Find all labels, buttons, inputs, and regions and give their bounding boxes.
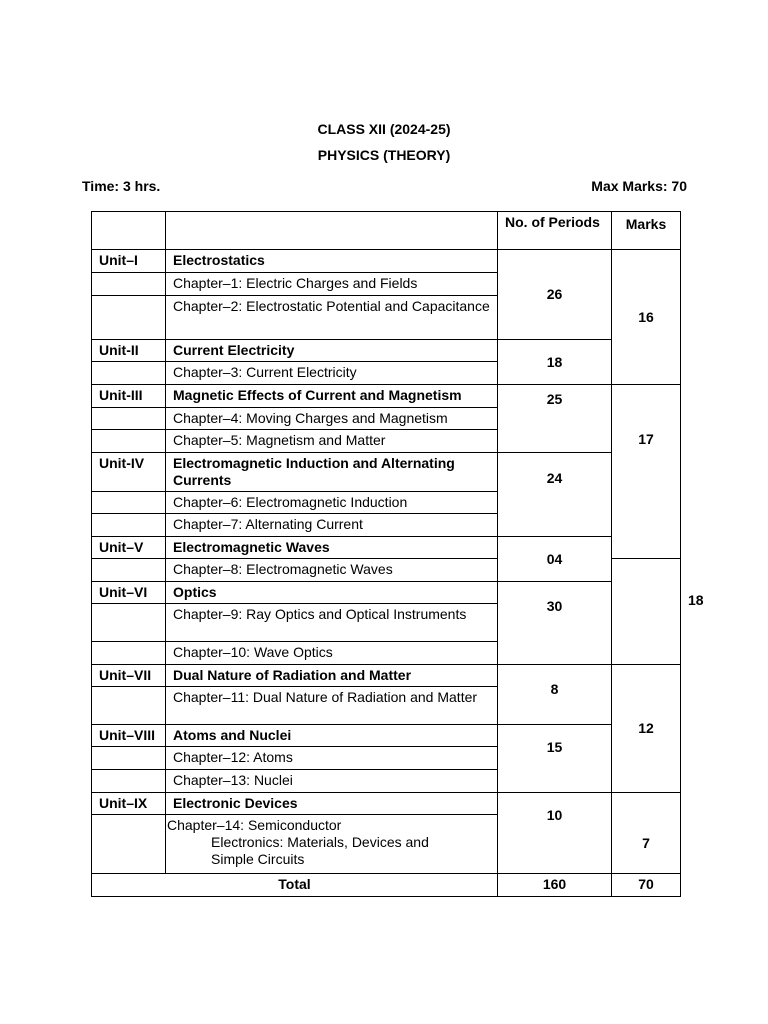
- total-row: [92, 874, 681, 897]
- unit-title: Current Electricity: [166, 340, 498, 362]
- chapter-cell: [166, 815, 498, 874]
- unit-label: Unit-III: [92, 385, 166, 408]
- unit-cell-empty: [92, 687, 166, 725]
- table-row: [92, 725, 681, 747]
- header-cell-empty: [166, 212, 498, 250]
- syllabus-table: [91, 211, 704, 897]
- periods-cell: 25: [498, 385, 612, 453]
- unit-label: Unit-II: [92, 340, 166, 362]
- unit-cell-empty: [92, 604, 166, 642]
- periods-cell: 8: [498, 665, 612, 725]
- unit-cell-empty: [92, 815, 166, 874]
- chapter-cell: Chapter–3: Current Electricity: [166, 362, 498, 385]
- subject-heading: PHYSICS (THEORY): [317, 147, 451, 163]
- chapter-line: Simple Circuits: [211, 851, 305, 867]
- table-row: [92, 665, 681, 687]
- periods-cell: 30: [498, 582, 612, 665]
- unit-label: Unit–VIII: [92, 725, 166, 747]
- chapter-cell: Chapter–6: Electromagnetic Induction: [166, 492, 498, 514]
- table-row: [92, 793, 681, 815]
- max-marks-label: Max Marks: 70: [591, 178, 687, 194]
- chapter-cell: Chapter–1: Electric Charges and Fields: [166, 273, 498, 296]
- unit-title: Electronic Devices: [166, 793, 498, 815]
- chapter-cell: Chapter–2: Electrostatic Potential and Capacitance: [166, 296, 498, 340]
- marks-cell: 16: [612, 250, 681, 385]
- periods-cell: 24: [498, 453, 612, 537]
- unit-cell-empty: [92, 430, 166, 453]
- unit-title: Dual Nature of Radiation and Matter: [166, 665, 498, 687]
- marks-cell: 17: [612, 385, 681, 559]
- table-row: Unit–V Electromagnetic Waves 04 18: [92, 537, 681, 559]
- table-row: [92, 385, 681, 408]
- periods-cell: 10: [498, 793, 612, 874]
- unit-cell-empty: [92, 362, 166, 385]
- chapter-cell: Chapter–11: Dual Nature of Radiation and Matter: [166, 687, 498, 725]
- unit-cell-empty: [92, 408, 166, 430]
- periods-cell: 26: [498, 250, 612, 340]
- header-marks: Marks: [612, 212, 681, 250]
- unit-label: Unit–VII: [92, 665, 166, 687]
- unit-label: Unit-IV: [92, 453, 166, 492]
- unit-label: Unit–VI: [92, 582, 166, 604]
- table-row: [92, 340, 681, 362]
- unit-cell-empty: [92, 642, 166, 665]
- chapter-cell: Chapter–8: Electromagnetic Waves: [166, 559, 498, 582]
- unit-label: Unit–IX: [92, 793, 166, 815]
- chapter-line: Chapter–14: Semiconductor: [167, 817, 342, 833]
- table-row: [92, 250, 681, 273]
- header-periods: No. of Periods: [498, 212, 612, 250]
- chapter-cell: Chapter–7: Alternating Current: [166, 514, 498, 537]
- total-periods: 160: [498, 874, 612, 897]
- unit-cell-empty: [92, 514, 166, 537]
- periods-cell: 15: [498, 725, 612, 793]
- unit-title: Electromagnetic Induction and Alternating Currents: [166, 453, 498, 492]
- total-marks: 70: [612, 874, 681, 897]
- chapter-cell: Chapter–10: Wave Optics: [166, 642, 498, 665]
- unit-cell-empty: [92, 770, 166, 793]
- marks-cell: 12: [612, 665, 681, 793]
- table-header-row: [92, 212, 681, 250]
- total-label: Total: [92, 874, 498, 897]
- header-cell-empty: [92, 212, 166, 250]
- unit-label: Unit–I: [92, 250, 166, 273]
- chapter-cell: Chapter–4: Moving Charges and Magnetism: [166, 408, 498, 430]
- chapter-cell: Chapter–9: Ray Optics and Optical Instruments: [166, 604, 498, 642]
- table-row: [92, 453, 681, 492]
- periods-cell: 18: [498, 340, 612, 385]
- time-label: Time: 3 hrs.: [82, 178, 161, 194]
- unit-label: Unit–V: [92, 537, 166, 559]
- periods-cell: 04: [498, 537, 612, 582]
- chapter-cell: Chapter–12: Atoms: [166, 747, 498, 770]
- marks-cell: 7: [612, 793, 681, 874]
- unit-cell-empty: [92, 559, 166, 582]
- unit-cell-empty: [92, 296, 166, 340]
- unit-title: Magnetic Effects of Current and Magnetism: [166, 385, 498, 408]
- unit-cell-empty: [92, 492, 166, 514]
- unit-cell-empty: [92, 747, 166, 770]
- unit-title: Optics: [166, 582, 498, 604]
- chapter-line: Electronics: Materials, Devices and: [211, 834, 429, 850]
- unit-title: Electrostatics: [166, 250, 498, 273]
- class-heading: CLASS XII (2024-25): [317, 121, 451, 137]
- chapter-cell: Chapter–5: Magnetism and Matter: [166, 430, 498, 453]
- unit-cell-empty: [92, 273, 166, 296]
- unit-title: Electromagnetic Waves: [166, 537, 498, 559]
- unit-title: Atoms and Nuclei: [166, 725, 498, 747]
- chapter-cell: Chapter–13: Nuclei: [166, 770, 498, 793]
- table-row: [92, 582, 681, 604]
